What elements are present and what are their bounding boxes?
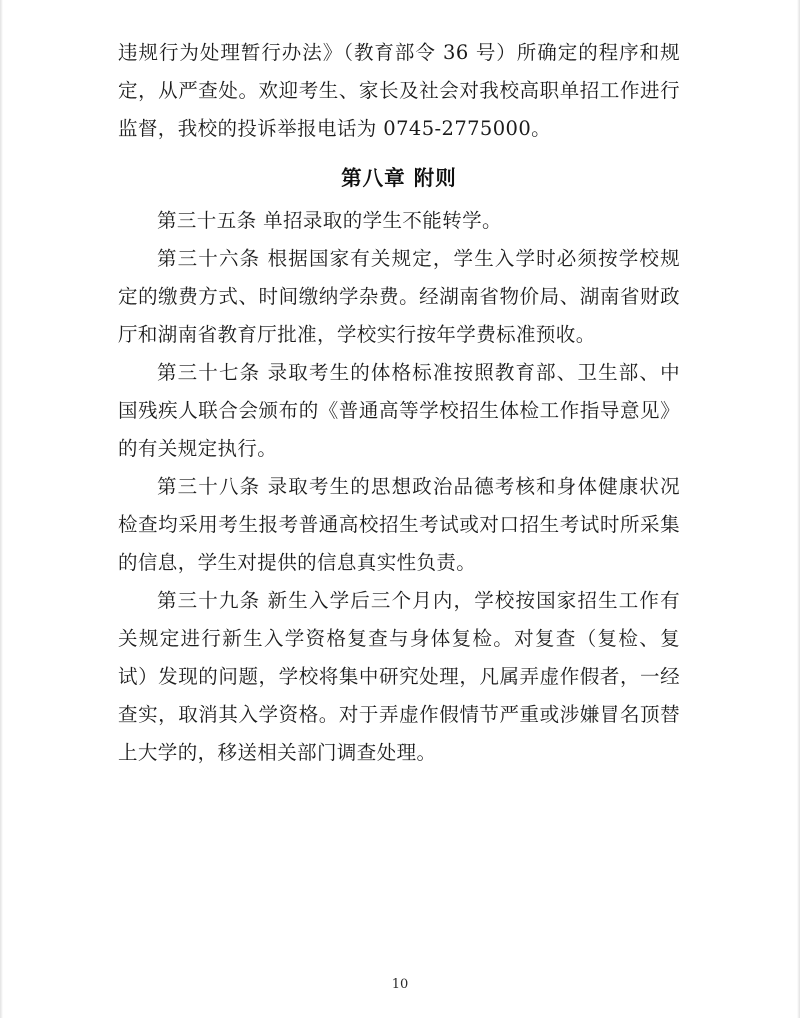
- page-content: [118, 34, 680, 772]
- article-35: 第三十五条 单招录取的学生不能转学。: [157, 209, 502, 232]
- article-39: 第三十九条 新生入学后三个月内，学校按国家招生工作有关规定进行新生入学资格复查与身体复检。对复查（复检、复试）发现的问题，学校将集中研究处理，凡属弄虚作假者，一经查实，取消其入学资格。对于弄虚作假情节严重或涉嫌冒名顶替上大学的，移送相关部门调查处理。: [118, 589, 680, 764]
- article-38: 第三十八条 录取考生的思想政治品德考核和身体健康状况检查均采用考生报考普通高校招生考试或对口招生考试时所采集的信息，学生对提供的信息真实性负责。: [118, 475, 680, 574]
- article-37: 第三十七条 录取考生的体格标准按照教育部、卫生部、中国残疾人联合会颁布的《普通高等学校招生体检工作指导意见》的有关规定执行。: [118, 361, 680, 460]
- spacer: [118, 148, 680, 152]
- article-36: 第三十六条 根据国家有关规定，学生入学时必须按学校规定的缴费方式、时间缴纳学杂费。经湖南省物价局、湖南省财政厅和湖南省教育厅批准，学校实行按年学费标准预收。: [118, 247, 680, 346]
- paragraph-continuation: 违规行为处理暂行办法》（教育部令 36 号）所确定的程序和规定，从严查处。欢迎考生、家长及社会对我校高职单招工作进行监督，我校的投诉举报电话为 0745-2775000。: [118, 41, 680, 140]
- chapter-heading: 第八章 附则: [341, 166, 457, 190]
- page-number: 10: [391, 977, 409, 992]
- page-edge-left: [0, 0, 3, 1018]
